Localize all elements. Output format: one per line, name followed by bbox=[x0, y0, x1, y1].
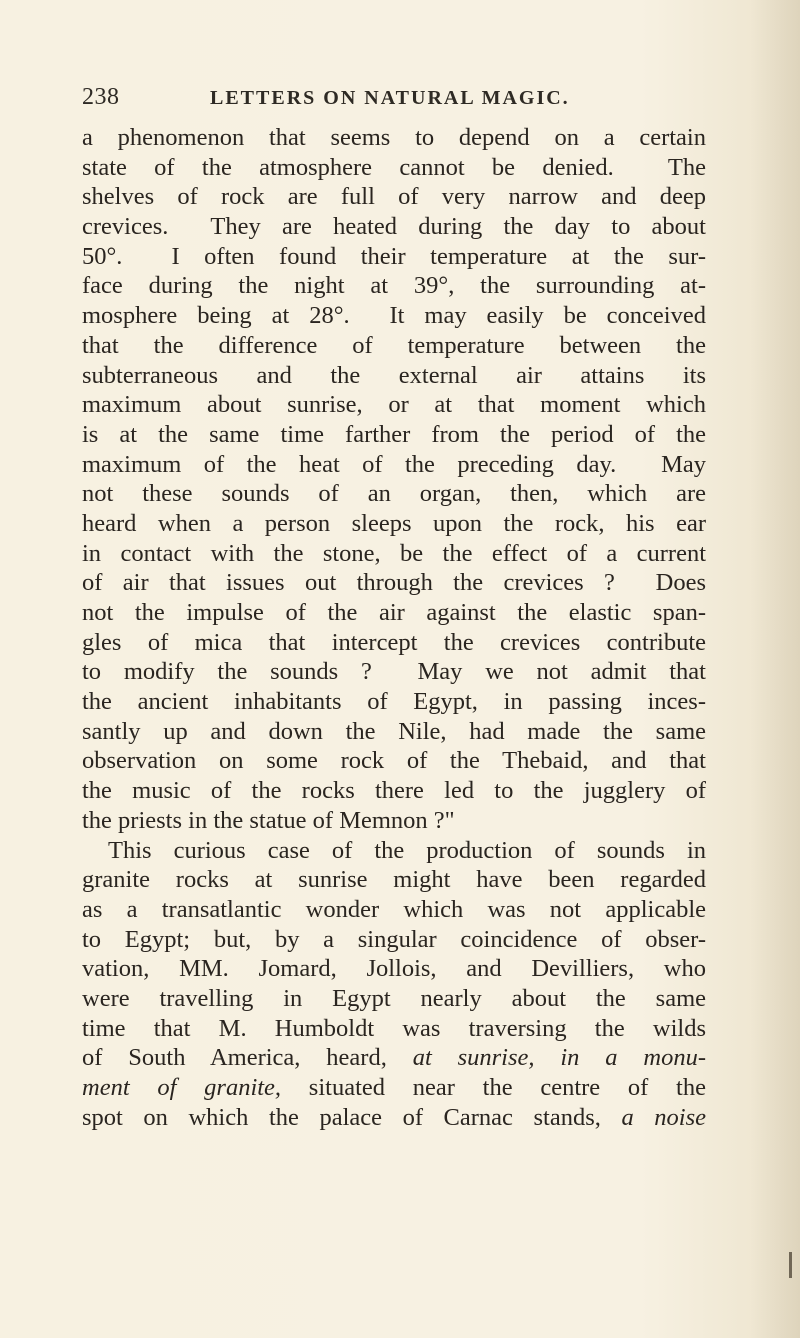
text-line bbox=[82, 509, 706, 539]
text-line bbox=[82, 390, 706, 420]
text-segment: vation, MM. Jomard, Jollois, and Devilliers, who bbox=[82, 955, 706, 983]
text-segment: in contact with the stone, be the effect of a current bbox=[82, 539, 706, 567]
text-segment: 50°. I often found their temperature at the sur- bbox=[82, 242, 706, 270]
text-segment: gles of mica that intercept the crevices contribute bbox=[82, 628, 706, 656]
page-header bbox=[82, 84, 702, 114]
text-line bbox=[82, 1014, 706, 1044]
text-segment: maximum about sunrise, or at that moment which bbox=[82, 391, 706, 419]
text-line bbox=[82, 271, 706, 301]
text-line bbox=[82, 598, 706, 628]
text-segment: the priests in the statue of Memnon ?" bbox=[82, 806, 455, 834]
text-line bbox=[82, 925, 706, 955]
text-segment: spot on which the palace of Carnac stands, bbox=[82, 1103, 622, 1131]
text-line bbox=[82, 153, 706, 183]
text-line bbox=[82, 420, 706, 450]
text-line bbox=[82, 331, 706, 361]
text-segment: This curious case of the production of sounds in bbox=[108, 836, 706, 864]
text-segment: of South America, heard, bbox=[82, 1044, 413, 1072]
text-segment: as a transatlantic wonder which was not applicable bbox=[82, 895, 706, 923]
text-segment: mosphere being at 28°. It may easily be conceived bbox=[82, 302, 706, 330]
page-edge-mark bbox=[789, 1252, 792, 1278]
text-segment: not these sounds of an organ, then, which are bbox=[82, 480, 706, 508]
text-segment: shelves of rock are full of very narrow and deep bbox=[82, 183, 706, 211]
text-segment: not the impulse of the air against the elastic span- bbox=[82, 599, 706, 626]
text-line bbox=[82, 895, 706, 925]
italic-text: at sunrise, in a monu- bbox=[412, 1044, 706, 1072]
text-segment: face during the night at 39°, the surrounding at- bbox=[82, 272, 706, 300]
text-segment: crevices. They are heated during the day to about bbox=[82, 213, 706, 241]
text-segment: were travelling in Egypt nearly about the same bbox=[82, 984, 706, 1012]
text-line bbox=[82, 361, 706, 391]
text-line bbox=[82, 1103, 706, 1133]
text-line bbox=[82, 954, 706, 984]
text-line bbox=[82, 182, 706, 212]
text-segment: to Egypt; but, by a singular coincidence of obser- bbox=[82, 925, 706, 953]
text-segment: situated near the centre of the bbox=[281, 1074, 706, 1101]
text-segment: a phenomenon that seems to depend on a certain bbox=[82, 124, 706, 151]
text-line bbox=[82, 776, 706, 806]
text-segment: subterraneous and the external air attains its bbox=[82, 361, 706, 389]
text-line bbox=[82, 806, 706, 836]
text-line bbox=[82, 1073, 706, 1103]
text-segment: to modify the sounds ? May we not admit that bbox=[82, 658, 706, 686]
text-segment: of air that issues out through the crevices ? Does bbox=[82, 569, 706, 597]
text-line bbox=[82, 301, 706, 331]
text-segment: santly up and down the Nile, had made the same bbox=[82, 717, 706, 745]
text-segment: heard when a person sleeps upon the rock, his ear bbox=[82, 509, 706, 537]
text-segment: observation on some rock of the Thebaid, and that bbox=[82, 747, 706, 775]
text-line bbox=[82, 539, 706, 569]
text-segment: the ancient inhabitants of Egypt, in passing inces- bbox=[82, 688, 706, 716]
text-line bbox=[82, 628, 706, 658]
text-line bbox=[82, 479, 706, 509]
text-segment: time that M. Humboldt was traversing the wilds bbox=[82, 1014, 706, 1042]
text-line bbox=[82, 450, 706, 480]
text-line bbox=[82, 212, 706, 242]
text-line bbox=[82, 242, 706, 272]
text-segment: is at the same time farther from the period of the bbox=[82, 420, 706, 448]
text-line bbox=[82, 865, 706, 895]
text-line bbox=[82, 687, 706, 717]
body-text bbox=[82, 123, 706, 1132]
italic-text: ment of granite, bbox=[82, 1074, 282, 1101]
text-line bbox=[82, 746, 706, 776]
text-segment: that the difference of temperature between the bbox=[82, 331, 706, 359]
italic-text: a noise bbox=[621, 1103, 706, 1131]
running-head: LETTERS ON NATURAL MAGIC. bbox=[210, 87, 570, 109]
text-line bbox=[82, 836, 706, 866]
text-line bbox=[82, 717, 706, 747]
text-segment: maximum of the heat of the preceding day. May bbox=[82, 450, 706, 478]
text-line bbox=[82, 568, 706, 598]
text-line bbox=[82, 123, 706, 153]
text-line bbox=[82, 984, 706, 1014]
text-segment: granite rocks at sunrise might have been regarded bbox=[82, 866, 706, 894]
text-segment: the music of the rocks there led to the jugglery of bbox=[82, 777, 706, 805]
text-line bbox=[82, 657, 706, 687]
page-number: 238 bbox=[82, 84, 120, 110]
text-line bbox=[82, 1043, 706, 1073]
text-segment: state of the atmosphere cannot be denied. The bbox=[82, 153, 706, 181]
